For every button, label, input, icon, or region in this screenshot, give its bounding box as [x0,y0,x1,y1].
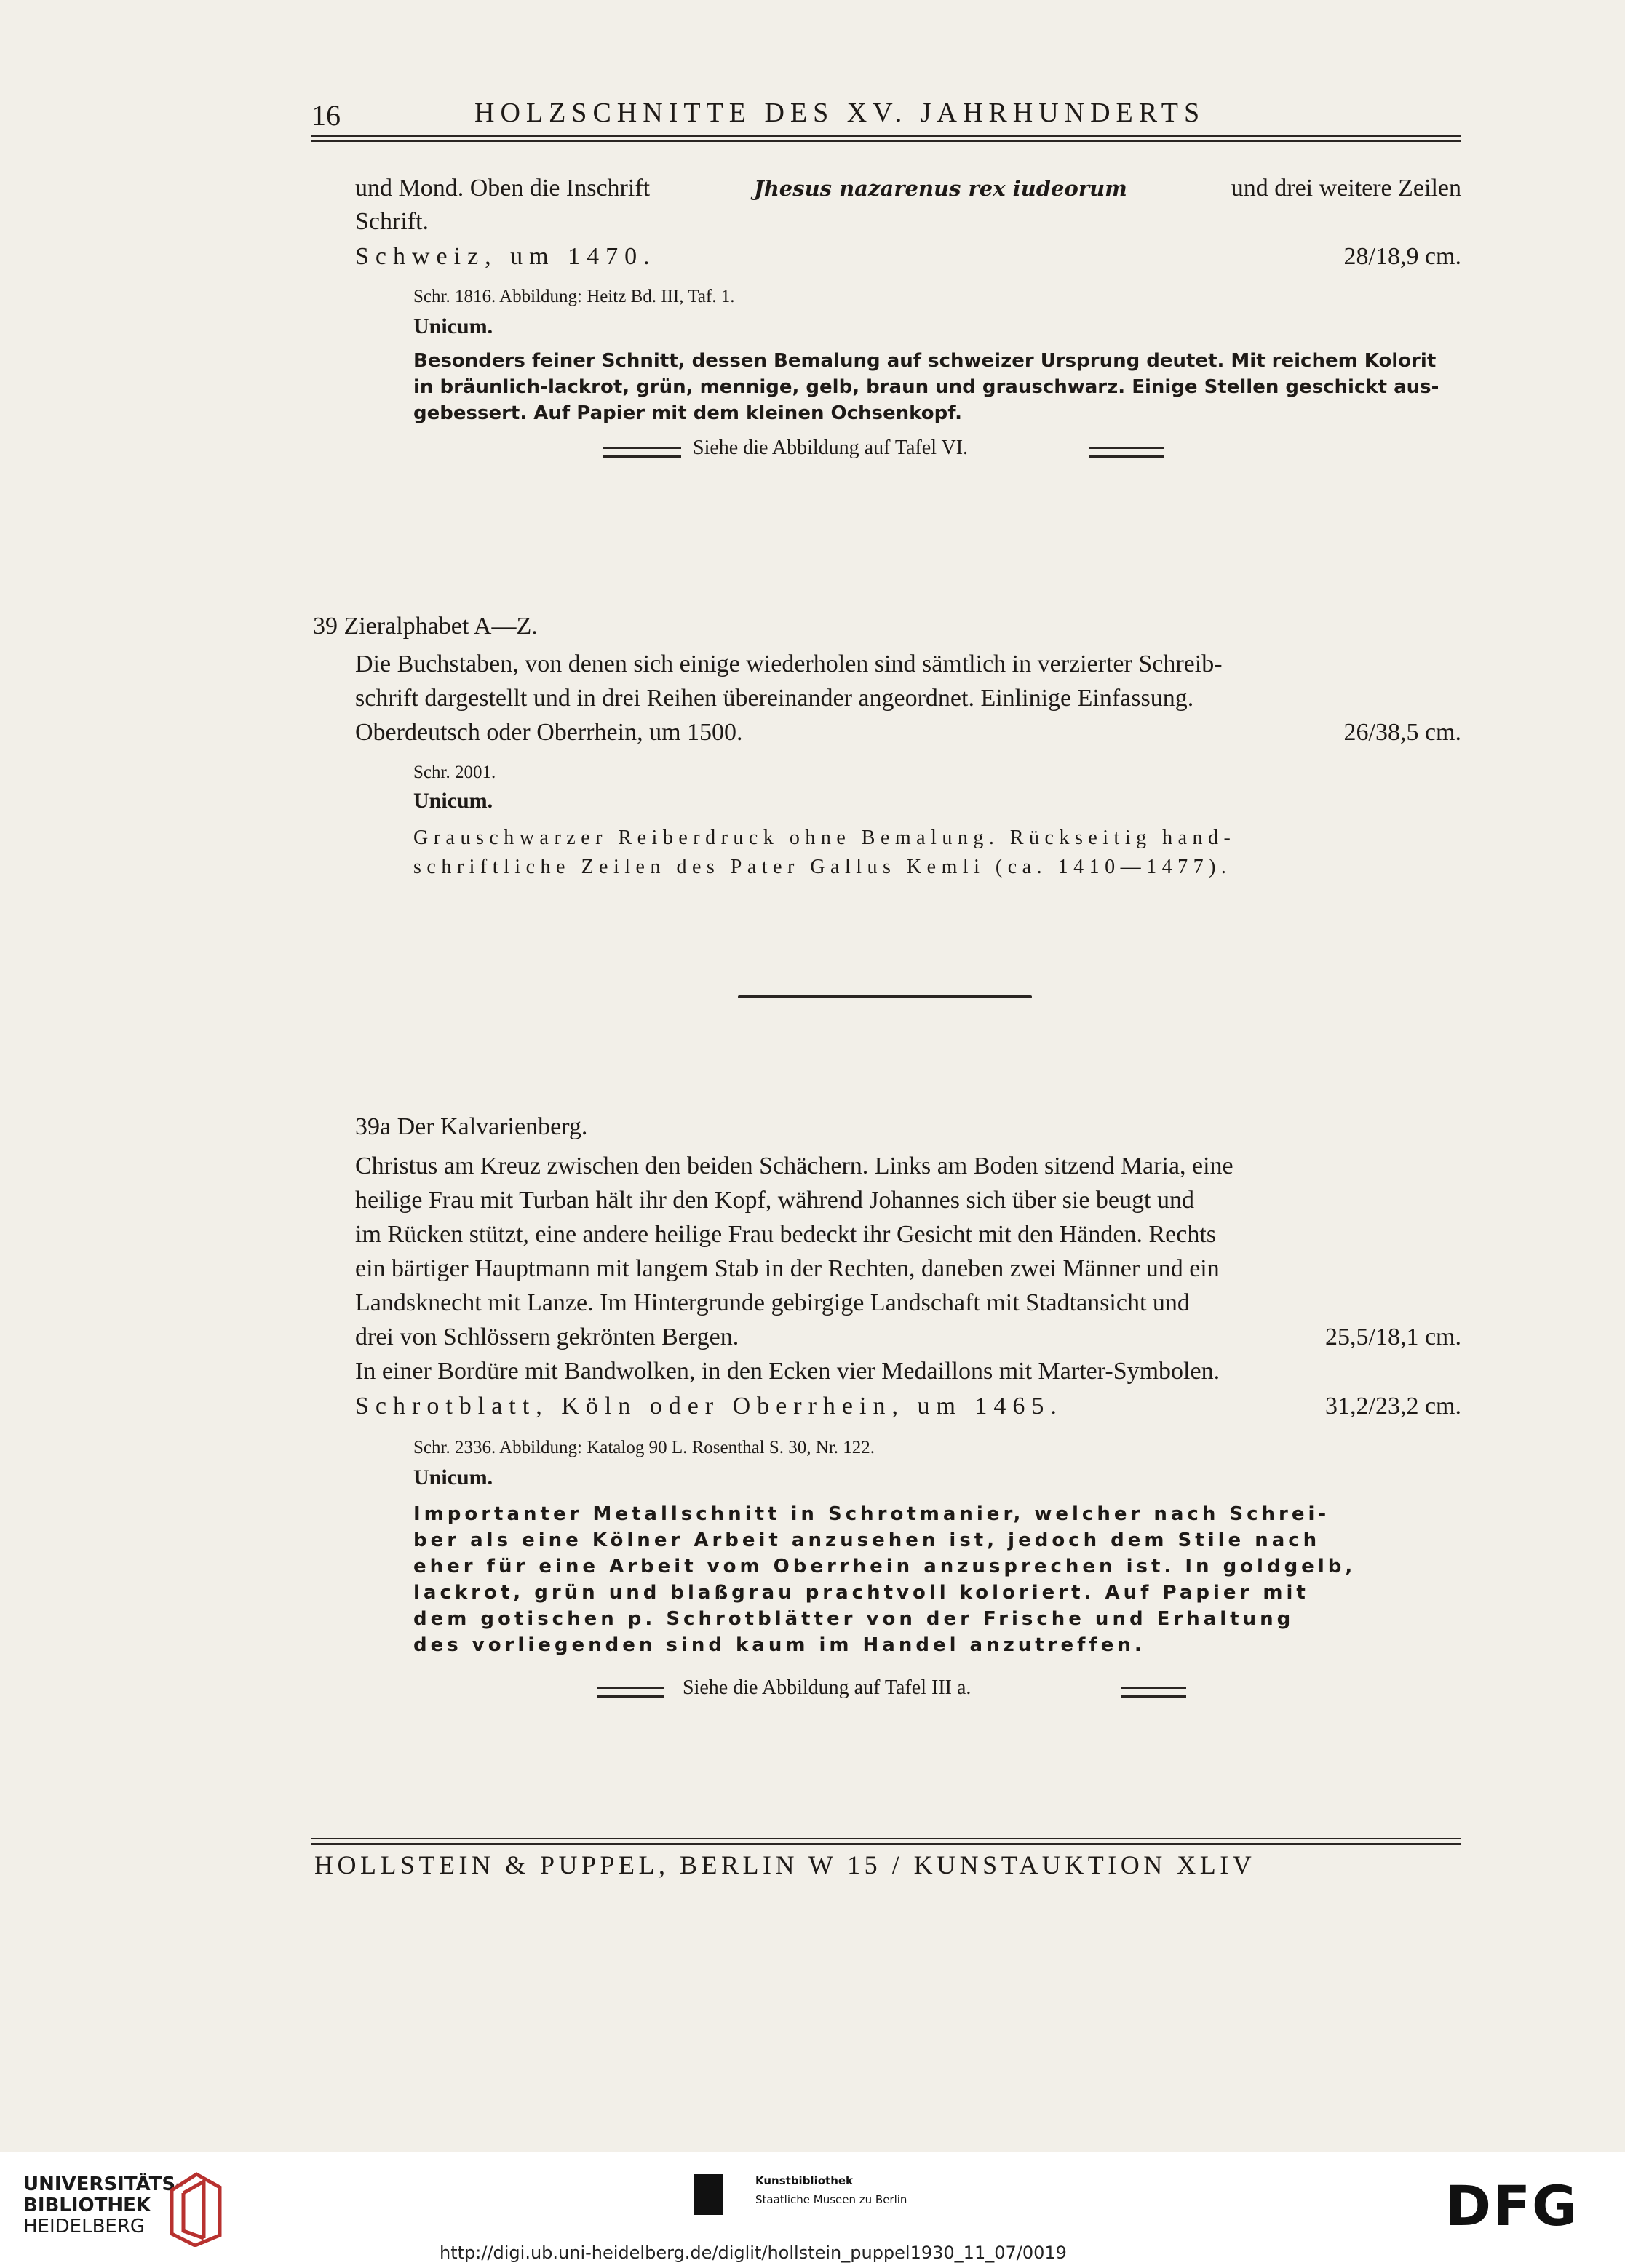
entry-39a-note-3: eher für eine Arbeit vom Oberrhein anzusprechen ist. In goldgelb, [413,1556,1356,1577]
entry-38-line-1-end: und drei weitere Zeilen [1231,175,1461,202]
entry-38-description-3: gebessert. Auf Papier mit dem kleinen Ochsenkopf. [413,402,962,424]
entry-39-note-2: schriftliche Zeilen des Pater Gallus Kemli (ca. 1410—1477). [413,856,1232,878]
plate-ref-rule-right [1089,447,1164,458]
entry-39-text-2: schrift dargestellt und in drei Reihen übereinander angeordnet. Einlinige Einfassung. [355,685,1194,712]
dfg-logo: DFG [1445,2173,1579,2238]
entry-38-description-1: Besonders feiner Schnitt, dessen Bemalung auf schweizer Ursprung deutet. Mit reichem Kolorit [413,350,1437,372]
digitization-bar [0,2152,1625,2268]
footer-rule-bottom [311,1843,1461,1845]
plate-ref-rule-left-2 [597,1687,664,1698]
section-separator [738,995,1032,998]
header-rule-top [311,135,1461,137]
ub-heidelberg-name [23,2174,183,2237]
entry-39a-text-5: Landsknecht mit Lanze. Im Hintergrunde gebirgige Landschaft mit Stadtansicht und [355,1289,1190,1316]
footer-publisher: HOLLSTEIN & PUPPEL, BERLIN W 15 / KUNSTAUKTION XLIV [314,1850,1256,1879]
entry-38-description-2: in bräunlich-lackrot, grün, mennige, gelb, braun und grauschwarz. Einige Stellen geschickt aus- [413,376,1439,398]
entry-39a-reference: Schr. 2336. Abbildung: Katalog 90 L. Rosenthal S. 30, Nr. 122. [413,1438,875,1457]
entry-38-line-2: Schrift. [355,208,429,235]
entry-38-reference: Schr. 1816. Abbildung: Heitz Bd. III, Taf. 1. [413,287,735,306]
kunstbibliothek-logo-icon [694,2174,723,2215]
entry-39a-last-line: drei von Schlössern gekrönten Bergen. [355,1324,739,1350]
ub-line-1: UNIVERSITÄTS- [23,2173,183,2195]
entry-38-unicum: Unicum. [413,314,493,338]
entry-39a-text-2: heilige Frau mit Turban hält ihr den Kopf, während Johannes sich über sie beugt und [355,1187,1194,1214]
entry-39a-plate-ref: Siehe die Abbildung auf Tafel III a. [683,1676,972,1699]
plate-ref-rule-right-2 [1121,1687,1186,1698]
entry-39a-border-line: In einer Bordüre mit Bandwolken, in den Ecken vier Medaillons mit Marter-Symbolen. [355,1358,1220,1385]
header-rule-bottom [311,140,1461,142]
entry-39a-dimensions-outer: 31,2/23,2 cm. [1325,1393,1461,1420]
kunstbibliothek-subtitle: Staatliche Museen zu Berlin [755,2193,907,2206]
entry-39a-dimensions-inner: 25,5/18,1 cm. [1325,1324,1461,1350]
entry-39-origin: Oberdeutsch oder Oberrhein, um 1500. [355,719,743,746]
running-title: HOLZSCHNITTE DES XV. JAHRHUNDERTS [474,98,1206,128]
ub-line-2: BIBLIOTHEK [23,2195,151,2216]
entry-38-line-1 [355,172,1461,205]
entry-39-reference: Schr. 2001. [413,763,496,782]
ub-line-3: HEIDELBERG [23,2216,146,2237]
entry-39a-note-4: lackrot, grün und blaßgrau prachtvoll koloriert. Auf Papier mit [413,1582,1309,1604]
entry-39a-note-5: dem gotischen p. Schrotblätter von der Frische und Erhaltung [413,1608,1295,1630]
entry-39-note-1: Grauschwarzer Reiberdruck ohne Bemalung. Rückseitig hand- [413,827,1236,849]
entry-39a-text-4: ein bärtiger Hauptmann mit langem Stab in der Rechten, daneben zwei Männer und ein [355,1255,1220,1282]
page-url[interactable]: http://digi.ub.uni-heidelberg.de/diglit/hollstein_puppel1930_11_07/0019 [440,2243,1067,2263]
entry-38-plate-ref: Siehe die Abbildung auf Tafel VI. [693,437,969,459]
plate-ref-rule-left [603,447,681,458]
entry-39-title: 39 Zieralphabet A—Z. [313,613,538,640]
gothic-inscription: Jhesus nazarenus rex iudeorum [753,176,1127,201]
entry-39a-origin: Schrotblatt, Köln oder Oberrhein, um 1465. [355,1393,1063,1420]
entry-39-unicum: Unicum. [413,789,493,813]
entry-38-origin: Schweiz, um 1470. [355,243,656,270]
entry-39-dimensions: 26/38,5 cm. [1343,719,1461,746]
entry-39-text-1: Die Buchstaben, von denen sich einige wiederholen sind sämtlich in verzierter Schreib- [355,650,1223,677]
entry-38-line-1-start: und Mond. Oben die Inschrift [355,175,651,202]
entry-39a-note-6: des vorliegenden sind kaum im Handel anzutreffen. [413,1634,1145,1656]
entry-39a-title: 39a Der Kalvarienberg. [355,1113,588,1140]
footer-rule-top [311,1838,1461,1839]
kunstbibliothek-title: Kunstbibliothek [755,2174,854,2187]
entry-39a-note-1: Importanter Metallschnitt in Schrotmanier, welcher nach Schrei- [413,1503,1330,1525]
entry-39a-unicum: Unicum. [413,1465,493,1489]
page-number: 16 [311,99,341,132]
entry-39a-note-2: ber als eine Kölner Arbeit anzusehen ist, jedoch dem Stile nach [413,1529,1321,1551]
entry-39a-text-3: im Rücken stützt, eine andere heilige Frau bedeckt ihr Gesicht mit den Händen. Rechts [355,1221,1217,1248]
entry-39a-text-1: Christus am Kreuz zwischen den beiden Schächern. Links am Boden sitzend Maria, eine [355,1153,1233,1179]
ub-heidelberg-logo-icon [162,2165,229,2247]
entry-38-dimensions: 28/18,9 cm. [1343,243,1461,270]
